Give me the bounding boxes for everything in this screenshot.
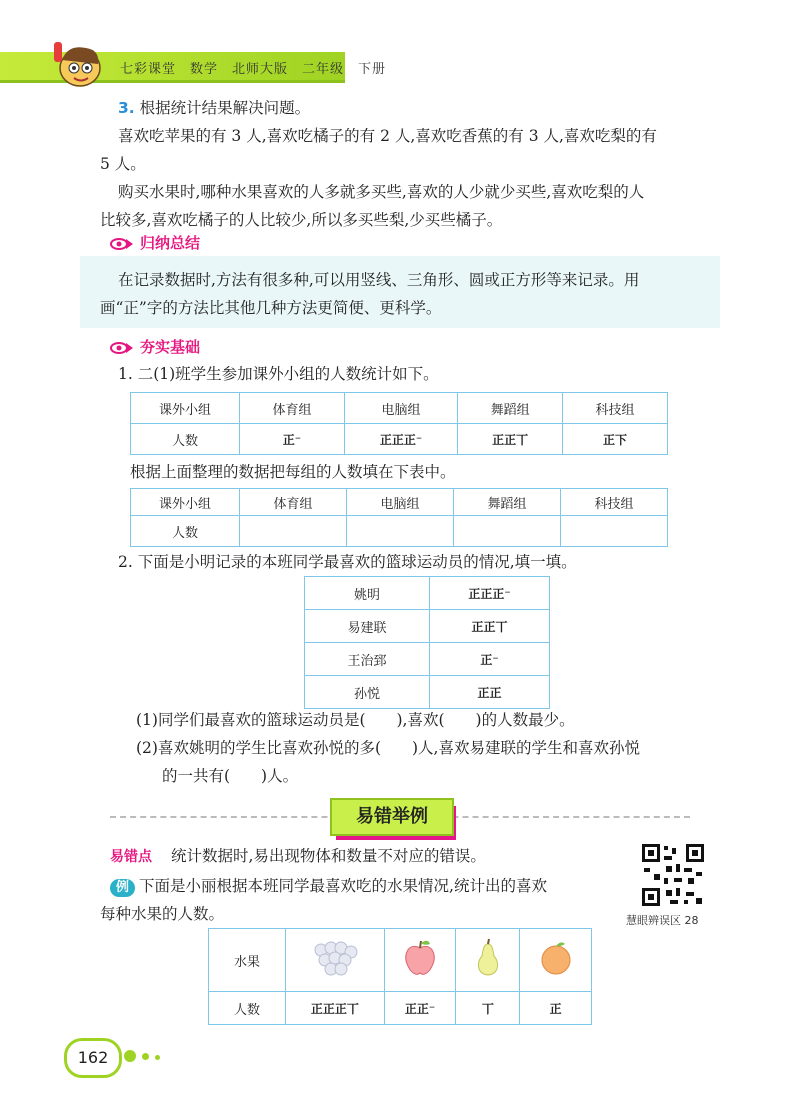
tally-cell: 正正正⁻ [344,424,457,455]
table-row [209,992,592,1025]
table-header-cell: 体育组 [240,393,345,424]
answer-blank-cell[interactable] [240,516,347,547]
example-line1 [110,872,547,900]
table-row [131,424,668,455]
tally-cell: 正正 [430,676,550,709]
item3-heading [118,94,310,122]
answer-blank-cell[interactable] [561,516,668,547]
fruit-cell [286,929,385,992]
error-point-text: 统计数据时,易出现物体和数量不对应的错误。 [170,847,486,865]
sub-question-1: (1)同学们最喜欢的篮球运动员是( ),喜欢( )的人数最少。 [136,711,575,729]
tally-cell: 正 [520,992,592,1025]
table-row [305,577,550,610]
arrow-eye-icon [110,237,134,251]
example-line2: 每种水果的人数。 [100,905,225,923]
table-fruits [208,928,592,1025]
tally-cell: 正正丅 [458,424,563,455]
sub-question-2b: 的一共有( )人。 [162,767,299,785]
table-row [209,929,592,992]
table-row [305,676,550,709]
item3-line1: 喜欢吃苹果的有 3 人,喜欢吃橘子的有 2 人,喜欢吃香蕉的有 3 人,喜欢吃梨的有 [118,127,657,145]
question-1b: 根据上面整理的数据把每组的人数填在下表中。 [130,463,456,481]
pear-icon [473,938,503,978]
table-row-label: 人数 [209,992,286,1025]
orange-icon [539,938,573,978]
tally-cell: 正⁻ [240,424,345,455]
header-title: 七彩课堂 数学 北师大版 二年级 下册 [120,62,387,77]
table-header-cell: 科技组 [561,489,668,516]
summary-line1: 在记录数据时,方法有很多种,可以用竖线、三角形、圆或正方形等来记录。用 [118,271,640,289]
summary-heading [110,232,200,253]
tally-cell: 正⁻ [430,643,550,676]
errors-banner: 易错举例 [330,798,454,836]
item3-line2: 5 人。 [100,155,146,173]
tally-cell: 正下 [563,424,668,455]
item3-line3: 购买水果时,哪种水果喜欢的人多就多买些,喜欢的人少就少买些,喜欢吃梨的人 [118,183,645,201]
summary-line2: 画“正”字的方法比其他几种方法更简便、更科学。 [100,299,442,317]
item3-title: 根据统计结果解决问题。 [139,99,311,117]
summary-title: 归纳总结 [140,234,201,252]
grape-icon [311,938,359,978]
table-row [131,516,668,547]
fruit-cell [456,929,520,992]
error-point [110,842,486,871]
question-1: 1. 二(1)班学生参加课外小组的人数统计如下。 [118,365,439,383]
decor-dot [142,1053,149,1060]
item3-line4: 比较多,喜欢吃橘子的人比较少,所以多买些梨,少买些橘子。 [100,211,503,229]
table-header-cell: 课外小组 [131,489,240,516]
table-header-cell: 舞蹈组 [454,489,561,516]
table-header-cell: 体育组 [240,489,347,516]
table-row [305,643,550,676]
table-header-cell: 科技组 [563,393,668,424]
sub-question-2a: (2)喜欢姚明的学生比喜欢孙悦的多( )人,喜欢易建联的学生和喜欢孙悦 [136,739,640,757]
qr-caption: 慧眼辨误区 28 [626,914,699,927]
tally-cell: 正正⁻ [384,992,456,1025]
decor-dot [124,1050,136,1062]
qr-code-icon [640,842,706,908]
mascot-icon [46,40,108,90]
table-row [305,610,550,643]
item3-number: 3. [118,99,135,117]
table-header-cell: 课外小组 [131,393,240,424]
fruit-cell [520,929,592,992]
error-point-label: 易错点 [110,849,152,865]
basics-heading [110,336,200,357]
basics-title: 夯实基础 [140,338,201,356]
table-row [131,489,668,516]
page-number: 162 [64,1038,122,1078]
arrow-eye-icon [110,341,134,355]
tally-cell: 正正正⁻ [430,577,550,610]
tally-cell: 正正正丅 [286,992,385,1025]
table-clubs-count [130,488,668,547]
tally-cell: 丅 [456,992,520,1025]
example-text-1: 下面是小丽根据本班同学最喜欢吃的水果情况,统计出的喜欢 [139,877,547,895]
player-name: 易建联 [305,610,430,643]
question-2: 2. 下面是小明记录的本班同学最喜欢的篮球运动员的情况,填一填。 [118,553,577,571]
table-row-label: 人数 [131,516,240,547]
example-label: 例 [110,879,135,897]
table-clubs-tally [130,392,668,455]
answer-blank-cell[interactable] [347,516,454,547]
fruit-cell [384,929,456,992]
table-header-cell: 电脑组 [347,489,454,516]
table-row [131,393,668,424]
table-row-label: 人数 [131,424,240,455]
answer-blank-cell[interactable] [454,516,561,547]
table-header-cell: 舞蹈组 [458,393,563,424]
player-name: 姚明 [305,577,430,610]
player-name: 孙悦 [305,676,430,709]
tally-cell: 正正丅 [430,610,550,643]
table-header-cell: 电脑组 [344,393,457,424]
decor-dot [155,1055,160,1060]
player-name: 王治郅 [305,643,430,676]
table-players [304,576,550,709]
table-row-label: 水果 [209,929,286,992]
apple-icon [403,938,437,978]
